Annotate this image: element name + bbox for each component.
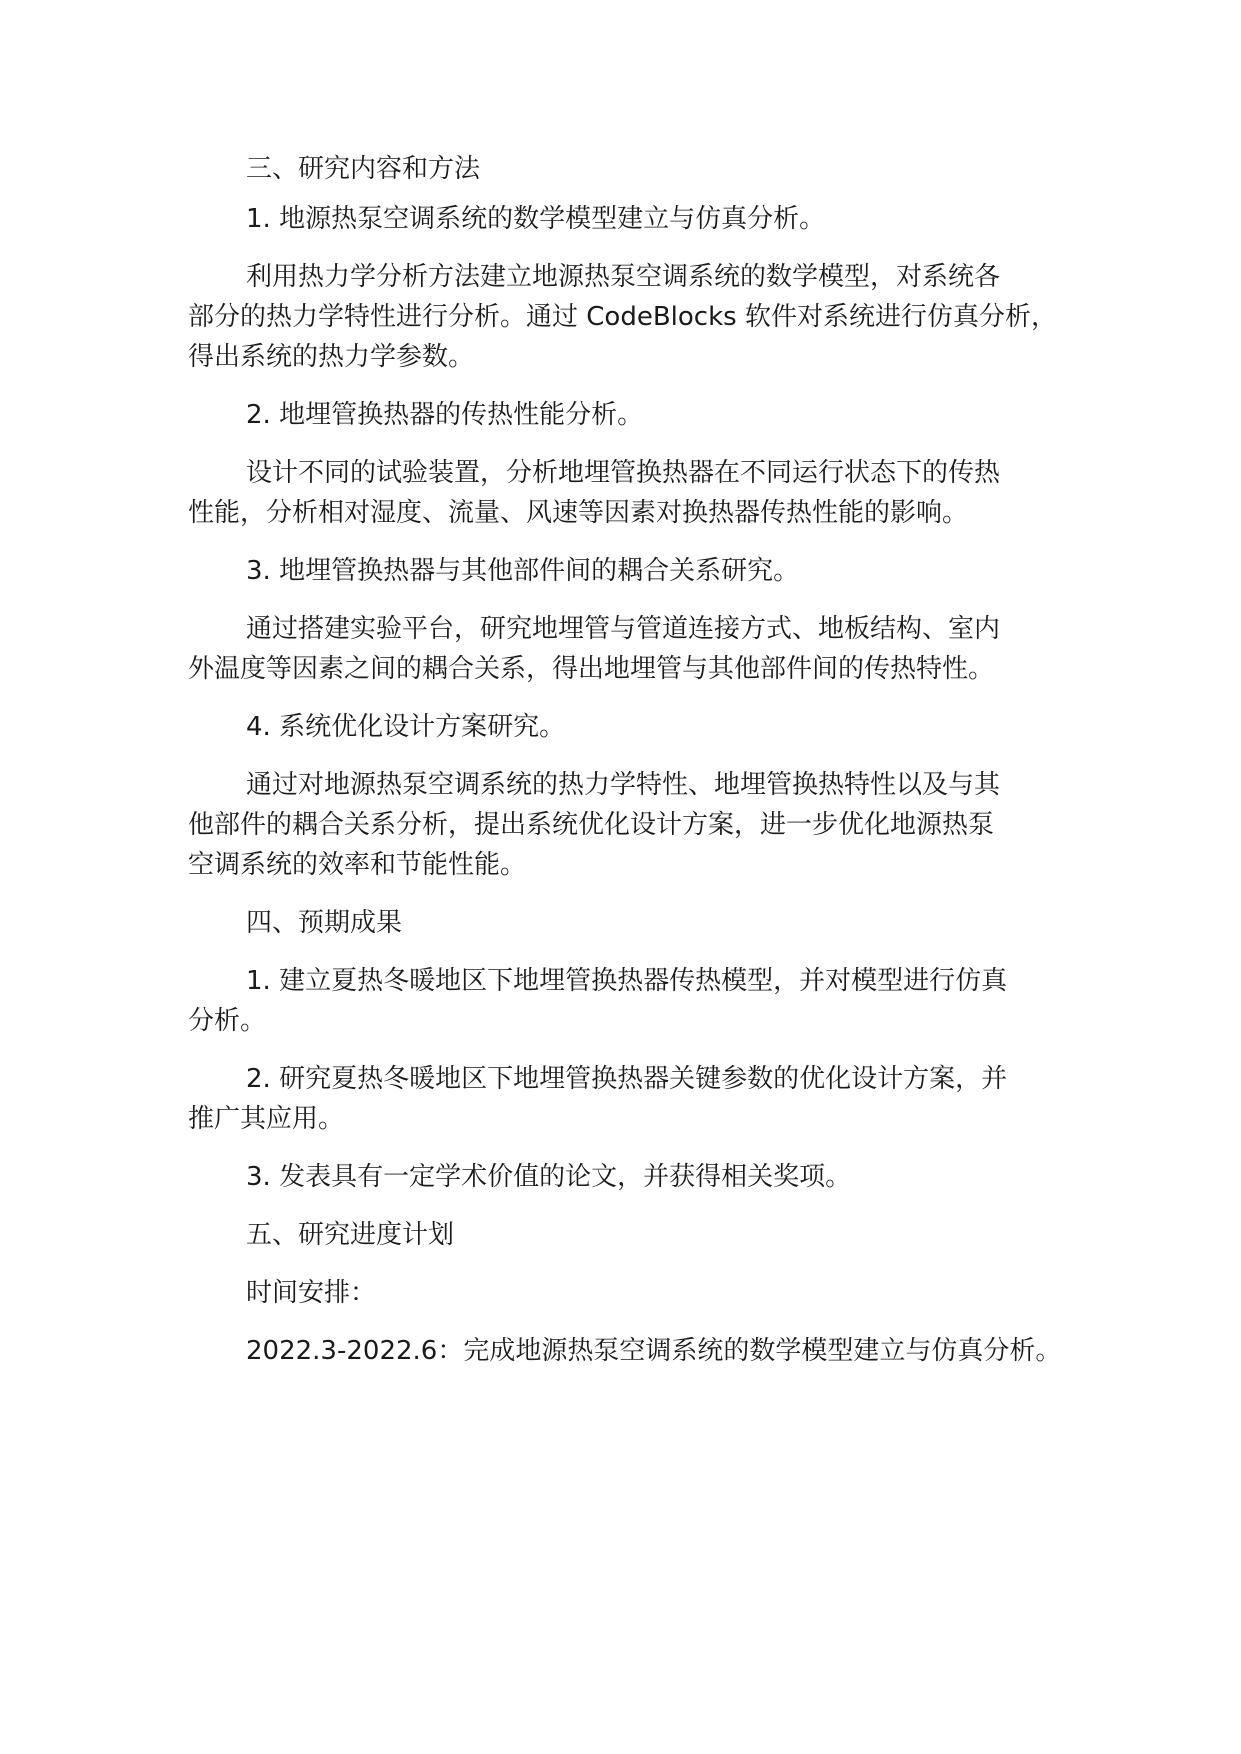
item-heading-4: 4. 系统优化设计方案研究。 xyxy=(246,712,566,742)
schedule-entry: 2022.3-2022.6：完成地源热泵空调系统的数学模型建立与仿真分析。 xyxy=(246,1336,1062,1366)
item-heading-1: 1. 地源热泵空调系统的数学模型建立与仿真分析。 xyxy=(246,204,826,234)
paragraph-line: 2. 研究夏热冬暖地区下地埋管换热器关键参数的优化设计方案，并 xyxy=(246,1064,1008,1094)
item-heading-3: 3. 地埋管换热器与其他部件间的耦合关系研究。 xyxy=(246,556,800,586)
section-heading-research-content: 三、研究内容和方法 xyxy=(246,154,481,184)
paragraph-line: 推广其应用。 xyxy=(188,1104,345,1134)
paragraph-line: 通过对地源热泵空调系统的热力学特性、地埋管换热特性以及与其 xyxy=(246,770,1001,800)
paragraph-line: 外温度等因素之间的耦合关系，得出地埋管与其他部件间的传热特性。 xyxy=(188,654,995,684)
paragraph-line: 利用热力学分析方法建立地源热泵空调系统的数学模型，对系统各 xyxy=(246,262,1001,292)
paragraph-line: 他部件的耦合关系分析，提出系统优化设计方案，进一步优化地源热泵 xyxy=(188,810,995,840)
paragraph-line: 得出系统的热力学参数。 xyxy=(188,342,475,372)
paragraph-line: 通过搭建实验平台，研究地埋管与管道连接方式、地板结构、室内 xyxy=(246,614,1001,644)
section-heading-expected-results: 四、预期成果 xyxy=(246,908,403,938)
paragraph-line: 性能，分析相对湿度、流量、风速等因素对换热器传热性能的影响。 xyxy=(188,498,969,528)
paragraph-line: 部分的热力学特性进行分析。通过 CodeBlocks 软件对系统进行仿真分析， xyxy=(188,302,1057,332)
paragraph-line: 分析。 xyxy=(188,1006,267,1036)
paragraph-line: 空调系统的效率和节能性能。 xyxy=(188,850,527,880)
paragraph-line: 3. 发表具有一定学术价值的论文，并获得相关奖项。 xyxy=(246,1162,852,1192)
paragraph-line: 设计不同的试验装置，分析地埋管换热器在不同运行状态下的传热 xyxy=(246,458,1001,488)
section-heading-schedule: 五、研究进度计划 xyxy=(246,1220,455,1250)
schedule-label: 时间安排： xyxy=(246,1278,377,1308)
paragraph-line: 1. 建立夏热冬暖地区下地埋管换热器传热模型，并对模型进行仿真 xyxy=(246,966,1008,996)
item-heading-2: 2. 地埋管换热器的传热性能分析。 xyxy=(246,400,644,430)
